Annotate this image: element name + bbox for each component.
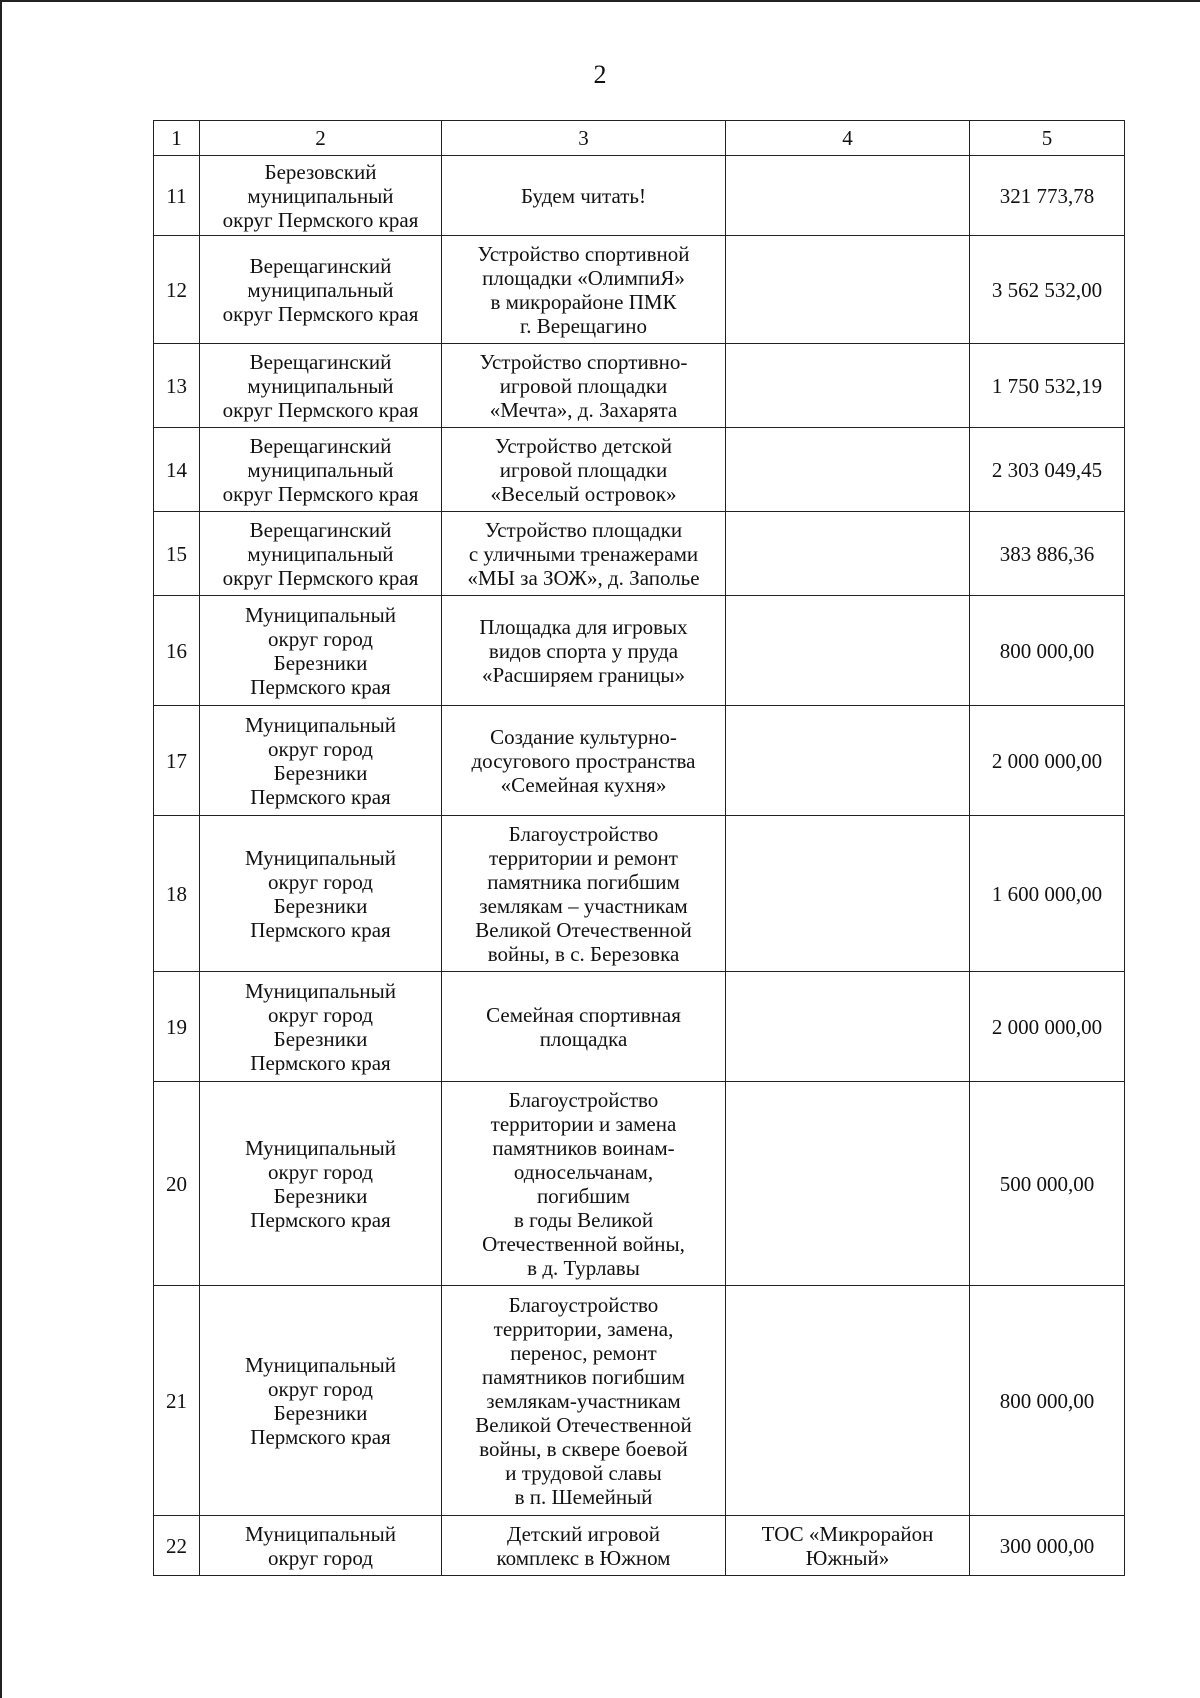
row-number: 15 [154,512,200,596]
amount-cell: 321 773,78 [970,156,1125,236]
table-row [154,512,1125,596]
table-row [154,1082,1125,1286]
table-row [154,236,1125,344]
project-cell: Благоустройство территории и замена памятников воинам- односельчанам, погибшим в годы Великой Отечественной войны, в д. Турлавы [442,1082,726,1286]
project-cell: Благоустройство территории и ремонт памятника погибшим землякам – участникам Великой Отечественной войны, в с. Березовка [442,816,726,972]
page-number: 2 [593,60,607,89]
municipality-cell: Муниципальный округ город Березники Пермского края [200,1286,442,1516]
project-cell: Семейная спортивная площадка [442,972,726,1082]
organization-cell [726,816,970,972]
project-cell: Устройство спортивной площадки «ОлимпиЯ» в микрорайоне ПМК г. Верещагино [442,236,726,344]
table-row [154,344,1125,428]
organization-cell [726,236,970,344]
organization-cell [726,972,970,1082]
table-row [154,706,1125,816]
amount-cell: 1 600 000,00 [970,816,1125,972]
row-number: 16 [154,596,200,706]
table-row [154,1286,1125,1516]
row-number: 13 [154,344,200,428]
municipality-cell: Верещагинский муниципальный округ Пермского края [200,512,442,596]
municipality-cell: Муниципальный округ город [200,1516,442,1576]
project-cell: Устройство детской игровой площадки «Веселый островок» [442,428,726,512]
municipality-cell: Муниципальный округ город Березники Пермского края [200,816,442,972]
column-header-1: 1 [154,121,200,156]
organization-cell [726,706,970,816]
project-cell: Будем читать! [442,156,726,236]
amount-cell: 2 000 000,00 [970,972,1125,1082]
organization-cell [726,156,970,236]
amount-cell: 300 000,00 [970,1516,1125,1576]
row-number: 20 [154,1082,200,1286]
table-row [154,156,1125,236]
project-cell: Детский игровой комплекс в Южном [442,1516,726,1576]
row-number: 21 [154,1286,200,1516]
column-header-3: 3 [442,121,726,156]
organization-cell [726,1286,970,1516]
column-header-4: 4 [726,121,970,156]
row-number: 14 [154,428,200,512]
municipality-cell: Муниципальный округ город Березники Пермского края [200,1082,442,1286]
organization-cell [726,428,970,512]
municipality-cell: Верещагинский муниципальный округ Пермского края [200,236,442,344]
project-cell: Устройство площадки с уличными тренажерами «МЫ за ЗОЖ», д. Заполье [442,512,726,596]
amount-cell: 1 750 532,19 [970,344,1125,428]
organization-cell [726,1082,970,1286]
municipality-cell: Верещагинский муниципальный округ Пермского края [200,344,442,428]
amount-cell: 500 000,00 [970,1082,1125,1286]
row-number: 17 [154,706,200,816]
municipality-cell: Муниципальный округ город Березники Пермского края [200,596,442,706]
organization-cell: ТОС «Микрорайон Южный» [726,1516,970,1576]
table-row [154,1516,1125,1576]
column-header-2: 2 [200,121,442,156]
row-number: 22 [154,1516,200,1576]
organization-cell [726,344,970,428]
amount-cell: 2 000 000,00 [970,706,1125,816]
table-row [154,816,1125,972]
amount-cell: 383 886,36 [970,512,1125,596]
grants-table [153,120,1125,1576]
project-cell: Создание культурно- досугового пространства «Семейная кухня» [442,706,726,816]
municipality-cell: Верещагинский муниципальный округ Пермского края [200,428,442,512]
amount-cell: 800 000,00 [970,1286,1125,1516]
project-cell: Благоустройство территории, замена, перенос, ремонт памятников погибшим землякам-участникам Великой Отечественной войны, в сквере боевой и трудовой славы в п. Шемейный [442,1286,726,1516]
page-left-border [0,0,2,1698]
amount-cell: 3 562 532,00 [970,236,1125,344]
organization-cell [726,596,970,706]
column-header-5: 5 [970,121,1125,156]
row-number: 19 [154,972,200,1082]
municipality-cell: Березовский муниципальный округ Пермского края [200,156,442,236]
page-top-border [0,0,1200,2]
municipality-cell: Муниципальный округ город Березники Пермского края [200,706,442,816]
table-row [154,972,1125,1082]
amount-cell: 800 000,00 [970,596,1125,706]
municipality-cell: Муниципальный округ город Березники Пермского края [200,972,442,1082]
row-number: 12 [154,236,200,344]
row-number: 18 [154,816,200,972]
table-row [154,428,1125,512]
row-number: 11 [154,156,200,236]
amount-cell: 2 303 049,45 [970,428,1125,512]
header-row [154,121,1125,156]
organization-cell [726,512,970,596]
project-cell: Устройство спортивно- игровой площадки «Мечта», д. Захарята [442,344,726,428]
table-row [154,596,1125,706]
project-cell: Площадка для игровых видов спорта у пруда «Расширяем границы» [442,596,726,706]
